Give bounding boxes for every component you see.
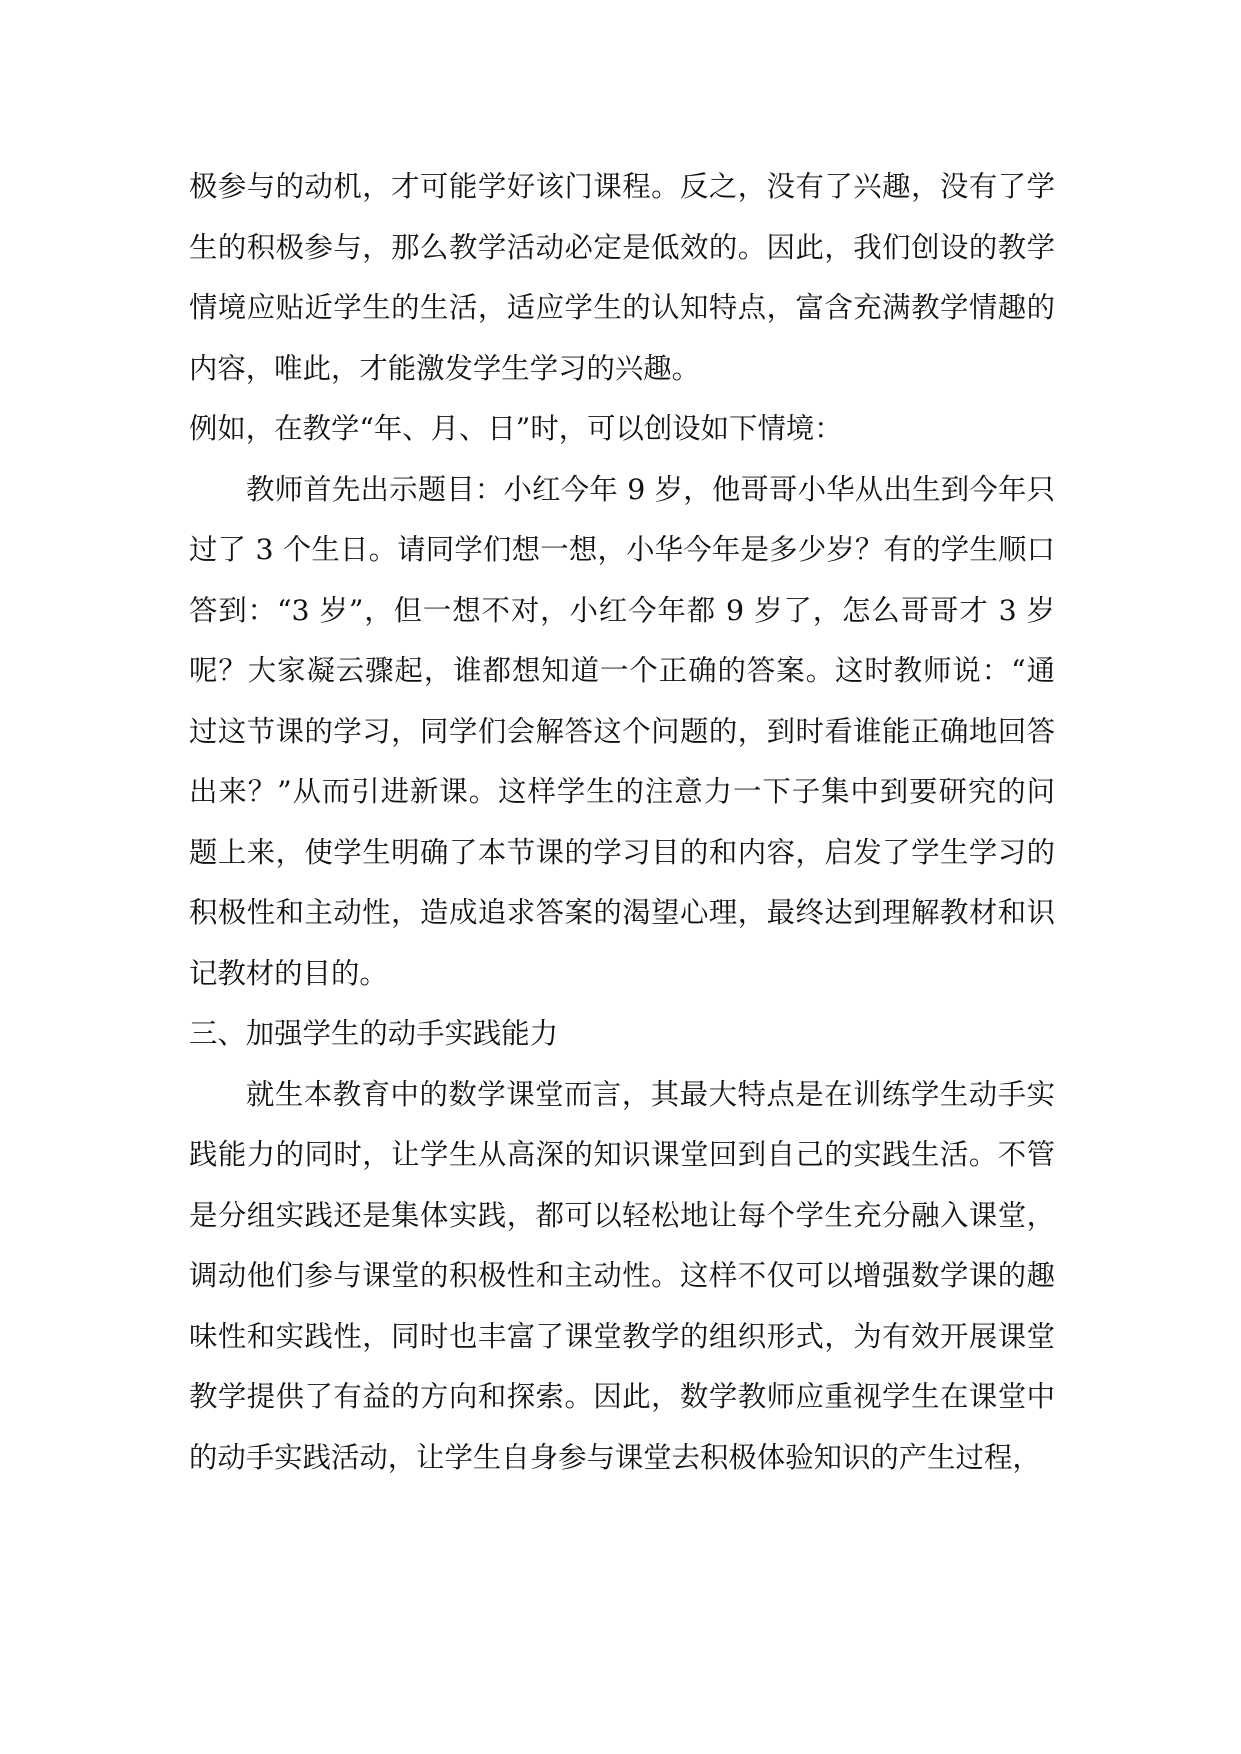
section-heading: 三、加强学生的动手实践能力: [189, 1017, 559, 1050]
paragraph-example-intro: 例如，在教学“年、月、日”时，可以创设如下情境：: [189, 412, 843, 445]
paragraph-continuation: 极参与的动机，才可能学好该门课程。反之，没有了兴趣，没有了学生的积极参与，那么教学活动必定是低效的。因此，我们创设的教学情境应贴近学生的生活，适应学生的认知特点，富含充满教学情趣的内容，唯此，才能激发学生学习的兴趣。: [189, 170, 1055, 385]
document-body: [189, 157, 1055, 1488]
paragraph-practice-body: 就生本教育中的数学课堂而言，其最大特点是在训练学生动手实践能力的同时，让学生从高深的知识课堂回到自己的实践生活。不管是分组实践还是集体实践，都可以轻松地让每个学生充分融入课堂，调动他们参与课堂的积极性和主动性。这样不仅可以增强数学课的趣味性和实践性，同时也丰富了课堂教学的组织形式，为有效开展课堂教学提供了有益的方向和探索。因此，数学教师应重视学生在课堂中的动手实践活动，让学生自身参与课堂去积极体验知识的产生过程，: [189, 1077, 1055, 1474]
paragraph-example-body: 教师首先出示题目：小红今年 9 岁，他哥哥小华从出生到今年只过了 3 个生日。请同学们想一想，小华今年是多少岁？有的学生顺口答到：“3 岁”，但一想不对，小红今年都 9 岁了，怎么哥哥才 3 岁呢？大家凝云骤起，谁都想知道一个正确的答案。这时教师说：“通过这节课的学习，同学们会解答这个问题的，到时看谁能正确地回答出来？”从而引进新课。这样学生的注意力一下子集中到要研究的问题上来，使学生明确了本节课的学习目的和内容，启发了学生学习的积极性和主动性，造成追求答案的渴望心理，最终达到理解教材和识记教材的目的。: [189, 472, 1055, 990]
